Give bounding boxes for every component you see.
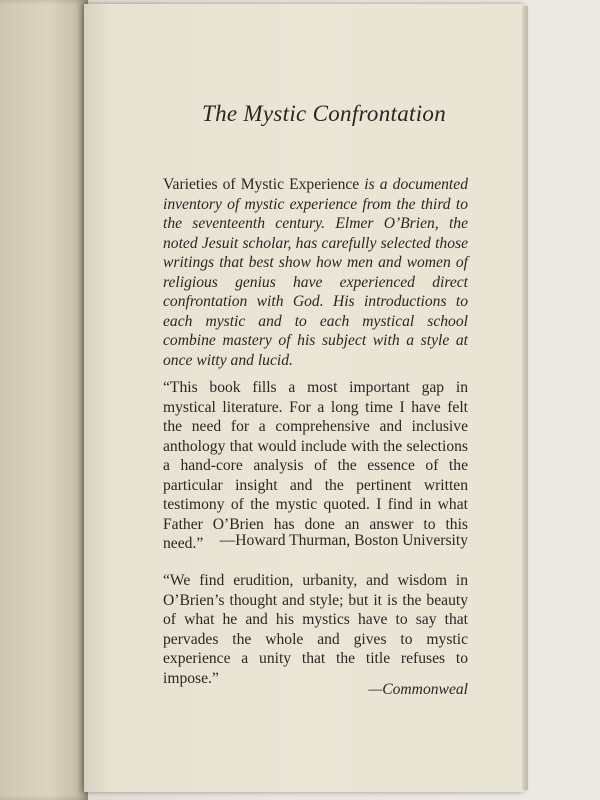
review-attribution-1: —Howard Thurman, Boston University bbox=[219, 532, 468, 549]
book-page bbox=[84, 4, 524, 792]
blurb-text: is a documented inventory of mystic experience from the third to the seventeenth century. Elmer O’Brien, the noted Jesuit scholar, has carefully selected those writings that best show how men and women of religious genius have experienced direct confrontation with God. His introductions to each mystic and to each mystical school combine mastery of his subject with a style at once witty and lucid. bbox=[163, 176, 468, 369]
page-title: The Mystic Confrontation bbox=[201, 101, 446, 126]
review-quote-2: “We find erudition, urbanity, and wisdom in O’Brien’s thought and style; but it is the beauty of what he and his mystics have to say that pervades the whole and gives to mystic experience a unity that the title refuses to impose.” bbox=[163, 572, 468, 687]
left-facing-page bbox=[0, 0, 88, 800]
review-attribution-2: —Commonweal bbox=[368, 681, 468, 698]
review-quote-1: “This book fills a most important gap in mystical literature. For a long time I have felt the need for a comprehensive and inclusive anthology that would include with the selections a hand-core analysis of the essence of the particular insight and the pertinent written testimony of the mystic quoted. I find in what Father O’Brien has done an answer to this need.” bbox=[163, 379, 468, 552]
blurb-paragraph bbox=[163, 175, 468, 370]
page-edge bbox=[522, 6, 528, 790]
book-name: Varieties of Mystic Experience bbox=[163, 176, 360, 193]
